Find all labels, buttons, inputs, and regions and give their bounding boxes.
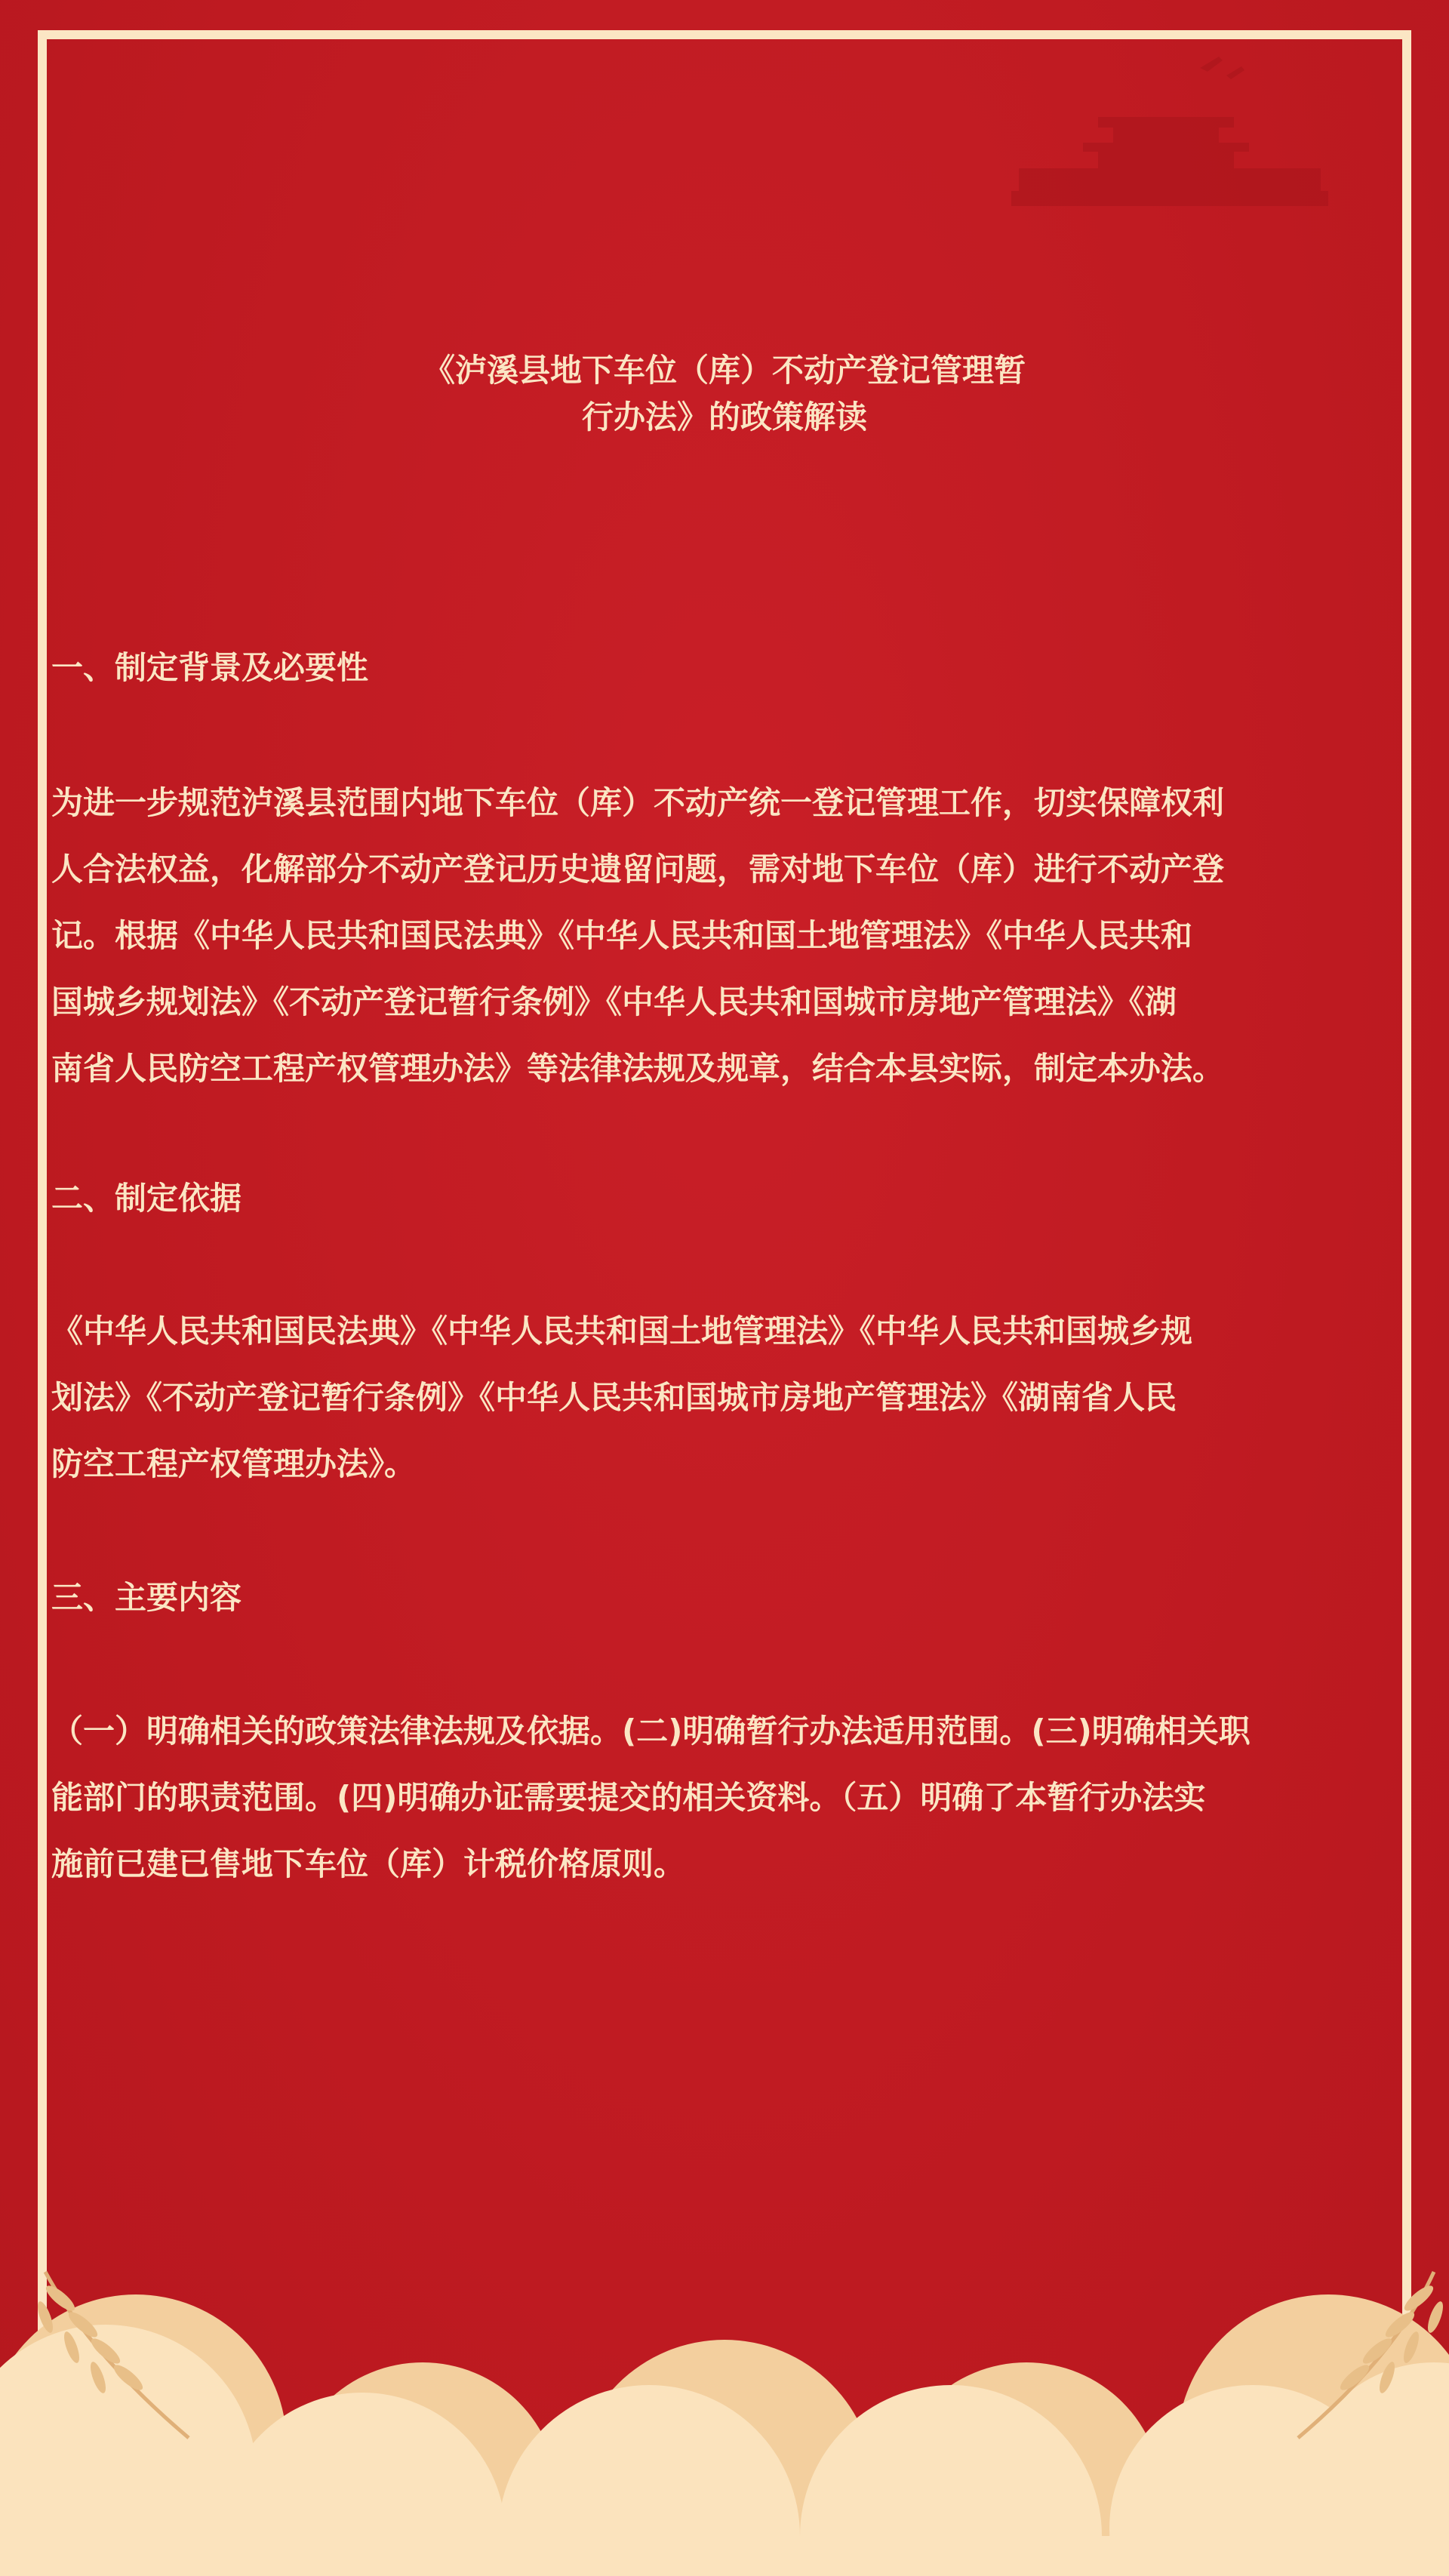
text-line: 南省人民防空工程产权管理办法》等法律法规及规章，结合本县实际，制定本办法。 [51,1050,1225,1087]
text-line: 划法》《不动产登记暂行条例》《中华人民共和国城市房地产管理法》《湖南省人民 [51,1379,1177,1416]
text-line: 施前已建已售地下车位（库）计税价格原则。 [51,1845,686,1882]
section-body-content [51,1698,1402,1897]
text-line: （一）明确相关的政策法律法规及依据。(二)明确暂行办法适用范围。(三)明确相关职 [51,1713,1251,1750]
page-title [211,347,1238,441]
section-heading-basis: 二、制定依据 [51,1180,242,1217]
text-line: 为进一步规范泸溪县范围内地下车位（库）不动产统一登记管理工作，切实保障权利 [51,784,1225,821]
text-line: 国城乡规划法》《不动产登记暂行条例》《中华人民共和国城市房地产管理法》《湖 [51,983,1177,1020]
section-heading-content: 三、主要内容 [51,1579,242,1616]
text-line: 人合法权益，化解部分不动产登记历史遗留问题，需对地下车位（库）进行不动产登 [51,851,1225,888]
tiananmen-silhouette-icon [1011,45,1328,211]
section-heading-background: 一、制定背景及必要性 [51,649,369,686]
text-line: 能部门的职责范围。(四)明确办证需要提交的相关资料。（五）明确了本暂行办法实 [51,1779,1206,1816]
wheat-branch-icon [30,2264,226,2461]
text-line: 记。根据《中华人民共和国民法典》《中华人民共和国土地管理法》《中华人民共和 [51,917,1193,954]
text-line: 防空工程产权管理办法》。 [51,1445,417,1482]
title-line: 《泸溪县地下车位（库）不动产登记管理暂 [423,352,1026,389]
section-body-basis [51,1298,1402,1497]
text-line: 《中华人民共和国民法典》《中华人民共和国土地管理法》《中华人民共和国城乡规 [51,1313,1193,1350]
title-line: 行办法》的政策解读 [581,399,867,435]
section-body-background [51,770,1402,1102]
wheat-branch-icon [1268,2264,1449,2461]
